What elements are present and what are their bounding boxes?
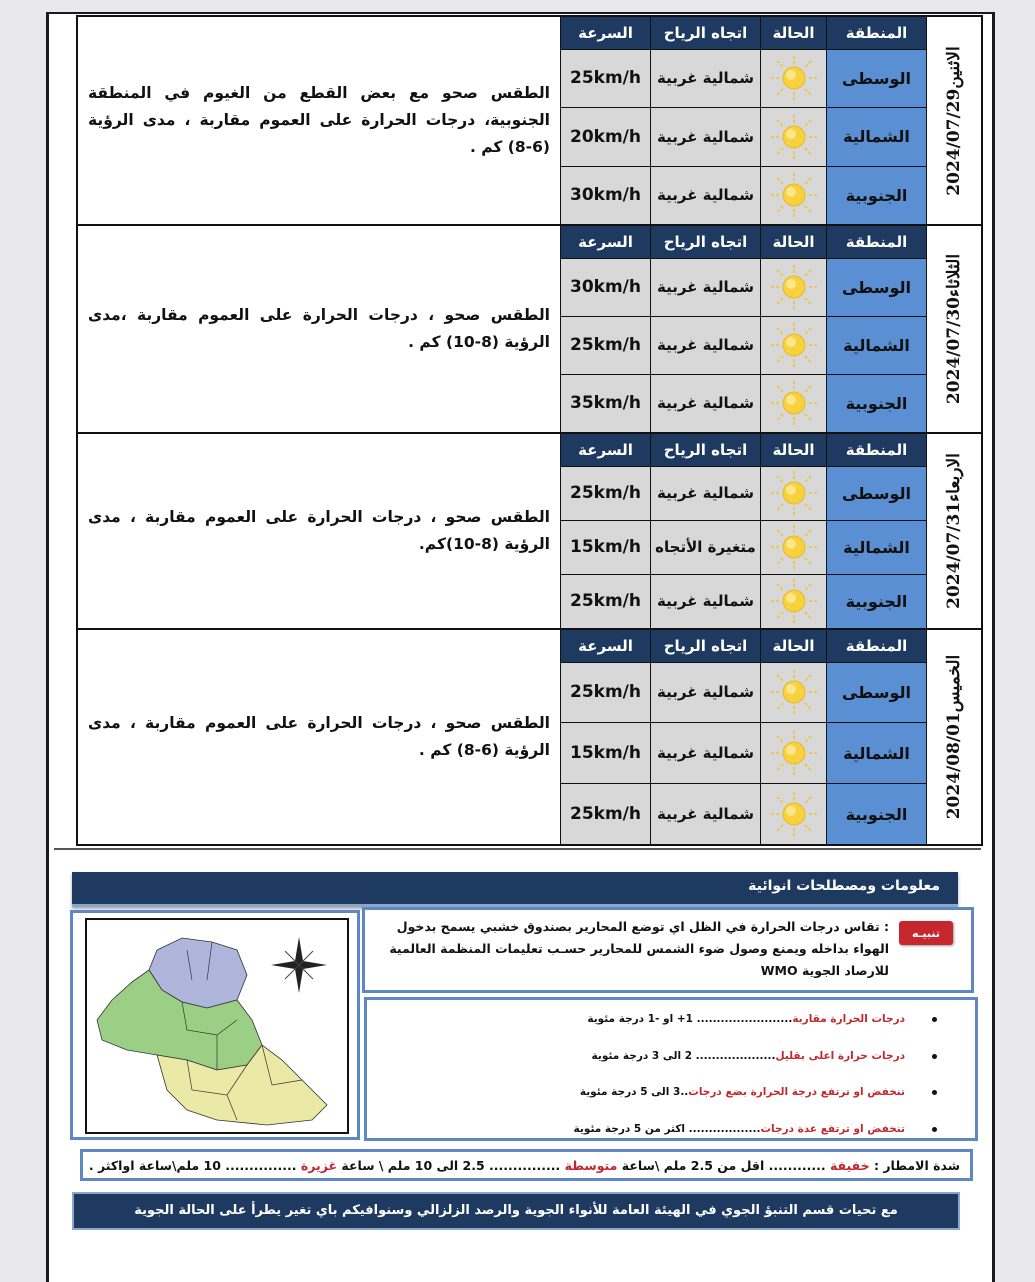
rain-light: خفيفة	[829, 1158, 870, 1173]
header-speed: السرعة	[578, 440, 633, 459]
status-cell	[760, 167, 826, 224]
header-wind-direction: اتجاه الرياح	[650, 434, 760, 466]
header-wind-direction: اتجاه الرياح	[650, 630, 760, 662]
note-box	[362, 907, 974, 993]
sun-icon	[769, 113, 819, 161]
wind-direction-cell: شمالية غربية	[650, 375, 760, 432]
speed-cell: 25km/h	[561, 50, 650, 107]
speed-cell: 25km/h	[561, 575, 650, 628]
sun-icon	[769, 469, 819, 517]
speed-cell: 15km/h	[561, 723, 650, 783]
wind-direction-cell: شمالية غربية	[650, 784, 760, 844]
day-description: الطقس صحو ، درجات الحرارة على العموم مقاربة ، مدى الرؤية (8-10)كم.	[88, 508, 550, 553]
term-value: .................... 2 الى 3 درجة مئوية	[591, 1050, 776, 1062]
speed-cell: 30km/h	[561, 167, 650, 224]
header-speed: السرعة	[578, 232, 633, 251]
term-name: درجات الحرارة مقاربة	[792, 1013, 905, 1025]
status-cell	[760, 50, 826, 107]
rain-light-rest: ............ اقل من 2.5 ملم \ساعة	[621, 1158, 826, 1173]
status-cell	[760, 723, 826, 783]
day-block	[76, 432, 983, 630]
day-date: الثلاثاء2024/07/30	[944, 253, 964, 405]
term-bullet	[932, 1017, 937, 1022]
wind-direction-cell: شمالية غربية	[650, 575, 760, 628]
term-name: تنخفض او ترتفع عدة درجات	[760, 1123, 905, 1135]
day-description-cell	[78, 226, 560, 432]
table-row	[561, 574, 926, 628]
speed-cell: 30km/h	[561, 259, 650, 316]
term-item	[580, 1086, 905, 1098]
wind-direction-cell: شمالية غربية	[650, 167, 760, 224]
rain-heavy-rest: ............... 10 ملم\ساعة اواكثر .	[88, 1158, 297, 1173]
region-cell: الوسطى	[826, 50, 926, 107]
header-region: المنطقة	[826, 434, 926, 466]
table-row	[561, 258, 926, 316]
status-cell	[760, 663, 826, 723]
speed-cell: 35km/h	[561, 375, 650, 432]
region-cell: الوسطى	[826, 663, 926, 723]
sun-icon	[769, 379, 819, 427]
table-header-row	[561, 434, 926, 466]
sun-icon	[769, 263, 819, 311]
forecast-table	[560, 226, 926, 432]
region-cell: الشمالية	[826, 723, 926, 783]
header-region: المنطقة	[826, 226, 926, 258]
region-cell: الوسطى	[826, 467, 926, 520]
table-row	[561, 374, 926, 432]
note-badge: تنبيـه	[899, 921, 953, 945]
table-row	[561, 783, 926, 844]
rain-moderate-rest: ............... 2.5 الى 10 ملم \ ساعة	[341, 1158, 561, 1173]
info-title: معلومات ومصطلحات انوائية	[748, 878, 940, 894]
table-row	[561, 166, 926, 224]
day-date-cell	[926, 630, 981, 844]
map-frame	[70, 910, 360, 1140]
rain-heavy: غزيرة	[300, 1158, 338, 1173]
term-value: ........................ 1+ او -1 درجة مئوية	[587, 1013, 793, 1025]
header-status: الحالة	[760, 17, 826, 49]
day-date-cell	[926, 434, 981, 628]
status-cell	[760, 521, 826, 574]
header-region: المنطقة	[826, 17, 926, 49]
rain-label: شدة الامطار :	[874, 1158, 960, 1173]
forecast-table	[560, 434, 926, 628]
term-bullet	[932, 1054, 937, 1059]
day-date-cell	[926, 17, 981, 224]
status-cell	[760, 784, 826, 844]
table-row	[561, 466, 926, 520]
status-cell	[760, 467, 826, 520]
header-status: الحالة	[760, 226, 826, 258]
wind-direction-cell: شمالية غربية	[650, 259, 760, 316]
day-description-cell	[78, 17, 560, 224]
wind-direction-cell: متغيرة الأتجاه	[650, 521, 760, 574]
header-speed: السرعة	[578, 636, 633, 655]
day-block	[76, 224, 983, 434]
region-cell: الشمالية	[826, 317, 926, 374]
wind-direction-cell: شمالية غربية	[650, 108, 760, 165]
header-status: الحالة	[760, 630, 826, 662]
iraq-map-icon	[87, 920, 347, 1132]
day-description: الطقس صحو ، درجات الحرارة على العموم مقاربة ،مدى الرؤية (8-10) كم .	[88, 306, 550, 351]
day-date: الخميس2024/08/01	[944, 654, 964, 820]
term-value: ..3 الى 5 درجة مئوية	[579, 1086, 689, 1098]
term-bullet	[932, 1127, 937, 1132]
table-row	[561, 316, 926, 374]
header-speed: السرعة	[578, 23, 633, 42]
table-row	[561, 49, 926, 107]
divider	[54, 848, 981, 850]
rain-moderate: متوسطة	[564, 1158, 618, 1173]
wind-direction-cell: شمالية غربية	[650, 50, 760, 107]
table-header-row	[561, 630, 926, 662]
region-cell: الجنوبية	[826, 375, 926, 432]
rain-intensity-text	[89, 1158, 960, 1173]
speed-cell: 25km/h	[561, 317, 650, 374]
wind-direction-cell: شمالية غربية	[650, 663, 760, 723]
day-date: الاثنين2024/07/29	[944, 45, 964, 196]
term-name: تنخفض او ترتفع درجة الحرارة بضع درجات	[688, 1086, 905, 1098]
term-item	[574, 1123, 905, 1135]
region-cell: الوسطى	[826, 259, 926, 316]
term-bullet	[932, 1090, 937, 1095]
status-cell	[760, 575, 826, 628]
status-cell	[760, 259, 826, 316]
day-date-cell	[926, 226, 981, 432]
table-header-row	[561, 17, 926, 49]
wind-direction-cell: شمالية غربية	[650, 317, 760, 374]
region-cell: الشمالية	[826, 521, 926, 574]
table-row	[561, 662, 926, 723]
info-title-bar	[72, 872, 958, 907]
wind-direction-cell: شمالية غربية	[650, 723, 760, 783]
header-wind-direction: اتجاه الرياح	[650, 226, 760, 258]
day-description-cell	[78, 434, 560, 628]
term-name: درجات حرارة اعلى بقليل	[775, 1050, 905, 1062]
day-block	[76, 628, 983, 846]
sun-icon	[769, 577, 819, 625]
forecast-table	[560, 630, 926, 844]
day-description: الطقس صحو مع بعض القطع من الغيوم في المنطقة الجنوبية، درجات الحرارة على العموم مقاربة ، مدى الرؤية (6-8) كم .	[88, 84, 550, 156]
speed-cell: 25km/h	[561, 663, 650, 723]
speed-cell: 25km/h	[561, 467, 650, 520]
term-item	[587, 1013, 905, 1025]
sun-icon	[769, 54, 819, 102]
region-cell: الجنوبية	[826, 167, 926, 224]
day-block	[76, 15, 983, 226]
header-region: المنطقة	[826, 630, 926, 662]
region-cell: الشمالية	[826, 108, 926, 165]
table-row	[561, 520, 926, 574]
status-cell	[760, 108, 826, 165]
forecast-table	[560, 17, 926, 224]
day-description: الطقس صحو ، درجات الحرارة على العموم مقاربة ، مدى الرؤية (6-8) كم .	[88, 714, 550, 759]
speed-cell: 25km/h	[561, 784, 650, 844]
status-cell	[760, 375, 826, 432]
header-wind-direction: اتجاه الرياح	[650, 17, 760, 49]
sun-icon	[769, 668, 819, 716]
footer-text: مع تحيات قسم التنبؤ الجوي في الهيئة العامة للأنواء الجوية والرصد الزلزالي وسنوافيكم باي تغير يطرأ على الحالة الجوية	[134, 1203, 898, 1218]
speed-cell: 20km/h	[561, 108, 650, 165]
sun-icon	[769, 790, 819, 838]
sun-icon	[769, 171, 819, 219]
table-row	[561, 107, 926, 165]
term-value: .................. اكثر من 5 درجة مئوية	[573, 1123, 761, 1135]
sun-icon	[769, 523, 819, 571]
header-status: الحالة	[760, 434, 826, 466]
day-description-cell	[78, 630, 560, 844]
table-header-row	[561, 226, 926, 258]
sun-icon	[769, 729, 819, 777]
table-row	[561, 722, 926, 783]
wind-direction-cell: شمالية غربية	[650, 467, 760, 520]
note-text: : تقاس درجات الحرارة في الظل اي توضع المحارير بصندوق خشبي يسمح بدخول الهواء بداخله ويمنع وصول ضوء الشمس للمحارير حسـب تعليمات المنظمة العالمية للارصاد الجوية WMO	[389, 919, 889, 978]
sun-icon	[769, 321, 819, 369]
term-item	[592, 1050, 905, 1062]
terms-box	[364, 997, 978, 1141]
region-cell: الجنوبية	[826, 784, 926, 844]
rain-intensity-box	[80, 1149, 973, 1181]
day-date: الاربعاء2024/07/31	[944, 453, 964, 609]
status-cell	[760, 317, 826, 374]
speed-cell: 15km/h	[561, 521, 650, 574]
region-cell: الجنوبية	[826, 575, 926, 628]
iraq-map	[85, 918, 349, 1134]
footer-bar	[72, 1192, 960, 1230]
